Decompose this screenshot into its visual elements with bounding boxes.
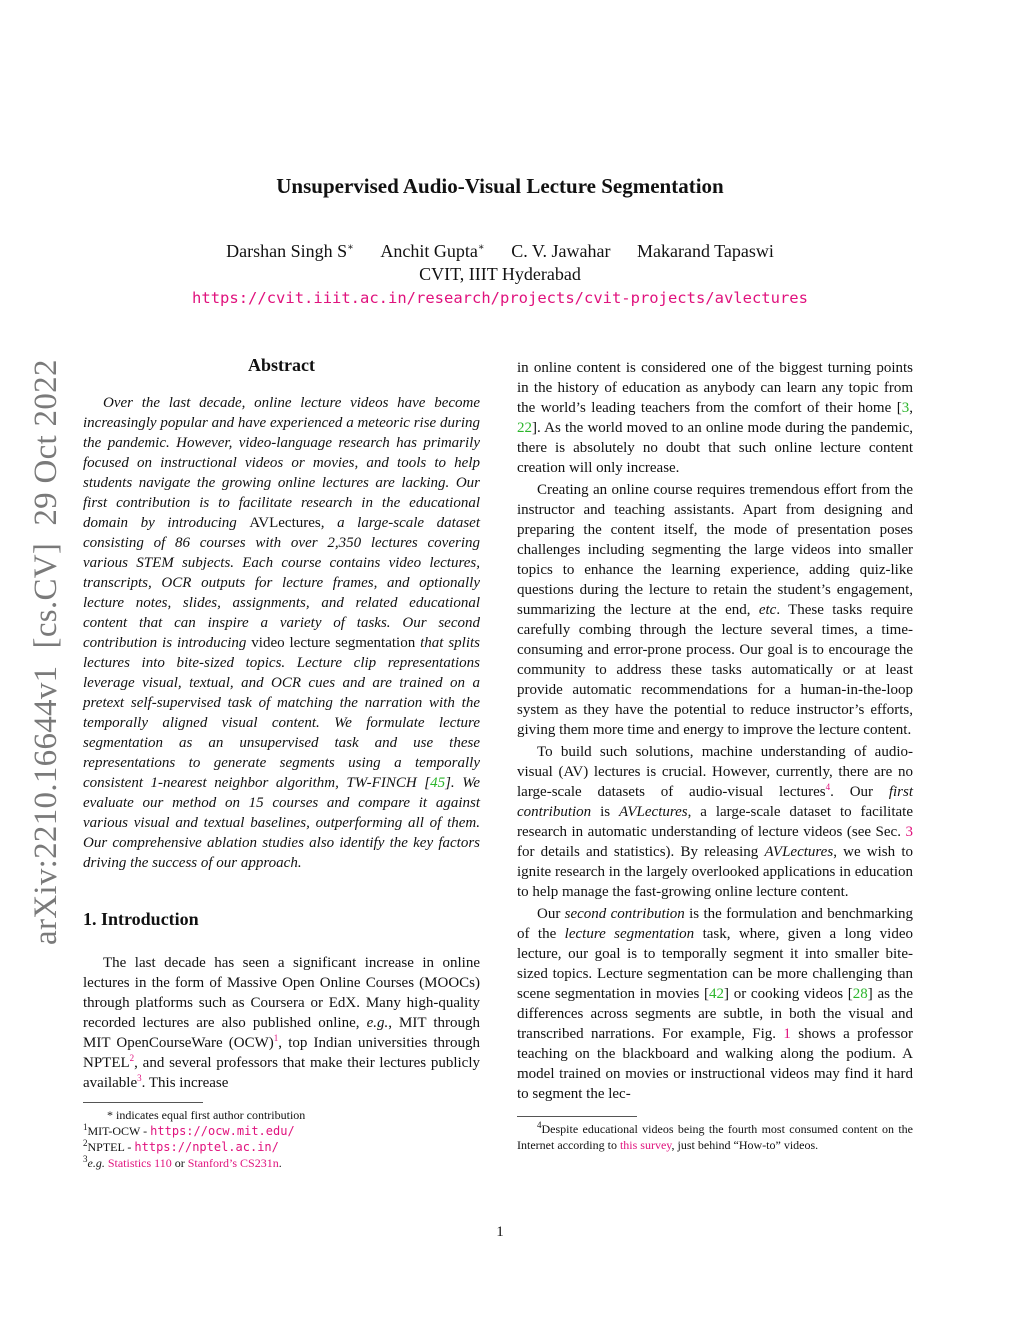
paragraph: Our second contribution is the formulation and benchmarking of the lecture segmentation task, where, given a long video lecture, our goal is to temporally segment it into smaller bite-sized topics. Lecture segmentation can be more challenging than scene segmentation in movies [42] or cooking videos [28] as the differences across segments are subtle, in both the visual and transcribed narrations. For example, Fig. 1 shows a professor teaching on the blackboard and walking along the podium. A model trained on movies or instructional videos may find it hard to segment the lec- (517, 906, 914, 1102)
footnote-ref[interactable]: 3 (137, 1073, 142, 1083)
author-list (0, 241, 1000, 262)
footnote-divider (517, 1116, 637, 1117)
author-4: Makarand Tapaswi (637, 241, 774, 261)
footnote-link[interactable]: this survey (619, 1138, 672, 1152)
paragraph: Creating an online course requires tremendous effort from the instructor and teaching assistants. Apart from designing and preparing the content itself, the mode of presentation poses challenges including segmenting the large videos into smaller topics to enhance the learning experience, adding quiz-like questions during the lecture to retain the student’s engagement, summarizing the lecture at the end, etc. These tasks require carefully combing through the lecture several times, a time-consuming and error-prone process. Our goal is to encourage the community to address these tasks automatically or at least provide automatic recommendations for a human-in-the-loop system as they have the potential to reduce instructor’s efforts, giving them more time and energy to improve the lecture content. (517, 482, 913, 738)
paragraph: in online content is considered one of the biggest turning points in the history of education as anybody can learn any topic from the world’s leading teachers from the comfort of their home [3, 22]. As the world moved to an online mode during the pandemic, there is absolutely no doubt that such online lecture content creation will only increase. (517, 360, 913, 476)
author-1: Darshan Singh S∗ (226, 241, 354, 261)
author-2: Anchit Gupta∗ (380, 241, 485, 261)
citation-link[interactable]: 45 (430, 775, 446, 791)
footnote-link[interactable]: https://ocw.mit.edu/ (150, 1124, 295, 1138)
paper-title: Unsupervised Audio-Visual Lecture Segmentation (276, 174, 724, 198)
intro-paragraph: The last decade has seen a significant increase in online lectures in the form of Massive Open Online Courses (MOOCs) through platforms such as Coursera or EdX. Many high-quality recorded lectures are also published online, e.g., MIT through MIT OpenCourseWare (OCW)$^1$, top Indian universities through NPTEL$^2$, and several professors that make their lectures publicly available$^3$. This increase (83, 955, 481, 1091)
left-column (83, 355, 480, 1171)
footnote-ref[interactable]: 4 (825, 782, 831, 792)
footnote-link[interactable]: https://nptel.ac.in/ (134, 1140, 279, 1154)
author-3: C. V. Jawahar (511, 241, 611, 261)
arxiv-identifier: arXiv:2210.16644v1 [cs.CV] 29 Oct 2022 (28, 359, 64, 945)
section-link[interactable]: 3 (905, 824, 913, 840)
footnote-equal-contribution: * indicates equal first author contribution (107, 1108, 306, 1122)
project-url-link[interactable]: https://cvit.iiit.ac.in/research/projects/cvit-projects/avlectures (192, 289, 808, 307)
footnote-4: $^4$Despite educational videos being the fourth most consumed content on the Internet according to this survey, just behind “How-to” videos. (517, 1120, 913, 1152)
citation-link[interactable]: 3 (901, 400, 910, 416)
footnotes (83, 1107, 480, 1171)
footnote-1: $^1$MIT-OCW - https://ocw.mit.edu/ (83, 1122, 295, 1138)
citation-link[interactable]: 22 (517, 420, 532, 436)
footnote-2: $^2$NPTEL - https://nptel.ac.in/ (83, 1138, 279, 1154)
footnote-link[interactable]: Statistics 110 (107, 1156, 172, 1170)
right-column (517, 358, 913, 1153)
section-heading-introduction: 1. Introduction (83, 909, 199, 929)
citation-link[interactable]: 42 (709, 986, 725, 1002)
footnote-divider (83, 1102, 203, 1103)
abstract-heading: Abstract (248, 355, 315, 375)
paragraph: To build such solutions, machine understanding of audio-visual (AV) lectures is crucial. However, currently, there are no large-scale datasets of audio-visual lectures$^4$. Our first contribution is AVLectures, a large-scale dataset to facilitate research in automatic understanding of lecture videos (see Sec. 3 for details and statistics). By releasing AVLectures, we wish to ignite research in the largely overlooked applications in education to help manage the fast-growing online lecture content. (517, 744, 914, 900)
figure-link[interactable]: 1 (783, 1026, 791, 1042)
footnote-link[interactable]: Stanford’s CS231n (187, 1156, 279, 1170)
footnote-ref[interactable]: 1 (273, 1033, 279, 1043)
footnote-ref[interactable]: 2 (129, 1053, 135, 1063)
affiliation: CVIT, IIIT Hyderabad (419, 264, 581, 284)
abstract-text: Over the last decade, online lecture videos have become increasingly popular and have experienced a meteoric rise during the pandemic. However, video-language research has primarily focused on instructional videos or movies, and tools to help students navigate the growing online lectures are lacking. Our first contribution is to facilitate research in the educational domain by introducing AVLectures, a large-scale dataset consisting of 86 courses with over 2,350 lectures covering various STEM subjects. Each course contains video lectures, transcripts, OCR outputs for lecture frames, and optionally lecture notes, slides, assignments, and related educational content that can inspire a variety of tasks. Our second contribution is introducing video lecture segmentation that splits lectures into bite-sized topics. Lecture clip representations leverage visual, textual, and OCR cues and are trained on a pretext self-supervised task of matching the narration with the temporally aligned visual content. We formulate lecture segmentation as an unsupervised task and use these representations to generate segments using a temporally consistent 1-nearest neighbor algorithm, TW-FINCH [45]. We evaluate our method on 15 courses and compare it against various visual and textual baselines, outperforming all of them. Our comprehensive ablation studies also identify the key factors driving the success of our approach. (83, 395, 481, 871)
citation-link[interactable]: 28 (852, 986, 868, 1002)
page-number: 1 (496, 1224, 504, 1240)
footnote-3: $^3$e.g. Statistics 110 or Stanford’s CS231n. (83, 1154, 282, 1170)
